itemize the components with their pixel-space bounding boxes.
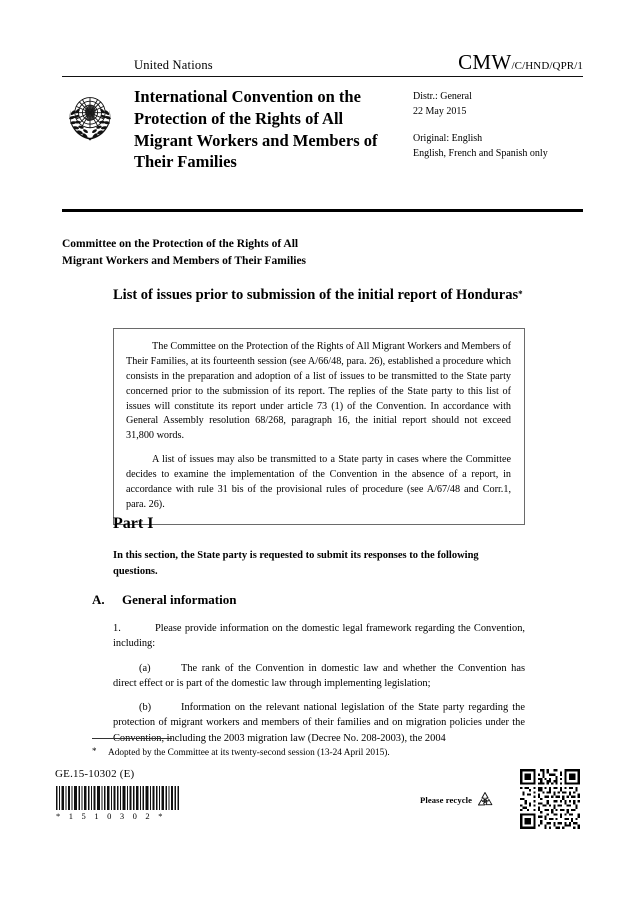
footnote-separator-rule (92, 738, 172, 739)
section-heading-general-information (92, 592, 552, 608)
masthead-body (62, 77, 583, 173)
masthead (62, 52, 583, 212)
document-symbol (458, 52, 583, 73)
convention-title: International Convention on the Protection of the Rights of All Migrant Workers and Members of Their Families (134, 87, 378, 172)
job-number: GE.15-10302 (E) (55, 768, 135, 780)
paragraph-1-text: Please provide information on the domestic legal framework regarding the Convention, including: (113, 623, 525, 650)
please-recycle-notice (420, 790, 495, 810)
committee-heading-line-1: Committee on the Protection of the Rights of All (62, 238, 299, 250)
part-intro-text: In this section, the State party is requested to submit its responses to the following questions. (113, 550, 479, 577)
language-availability-note: English, French and Spanish only (413, 147, 548, 159)
organization-name: United Nations (134, 58, 213, 73)
paragraph-1b-text: Information on the relevant national legislation of the State party regarding the protection of migrant workers and members of their families and on migration policies under the Convention, including the 2003 migration law (Decree No. 208-2003), the 2004 (113, 702, 525, 744)
footnote-1-text: Adopted by the Committee at its twenty-second session (13-24 April 2015). (108, 748, 390, 758)
distribution-spacer (413, 119, 583, 132)
page-title-footnote-marker: * (518, 289, 523, 299)
paragraph-1a (113, 661, 525, 692)
footnote-1 (92, 745, 522, 760)
paragraph-1b-number: (b) (139, 702, 152, 714)
distribution-label: Distr.: General (413, 91, 472, 102)
original-language: Original: English (413, 133, 483, 144)
paragraph-1-number: 1. (113, 623, 121, 634)
paragraph-1 (113, 621, 525, 652)
committee-heading (62, 236, 583, 269)
part-heading: Part I (113, 515, 154, 532)
section-heading-label: General information (122, 592, 237, 607)
masthead-top-row (62, 52, 583, 76)
committee-heading-line-2: Migrant Workers and Members of Their Families (62, 254, 307, 267)
footnote-area (92, 738, 522, 760)
footnote-1-marker: * (92, 746, 97, 756)
masthead-bottom (62, 173, 583, 212)
body-paragraphs (113, 621, 525, 755)
document-symbol-suffix: /C/HND/QPR/1 (511, 60, 583, 72)
paragraph-1a-number: (a) (139, 662, 151, 674)
barcode-number: * 1 5 1 0 3 0 2 * (56, 811, 166, 821)
masthead-bottom-rule (62, 209, 583, 212)
please-recycle-label: Please recycle (420, 795, 473, 805)
barcode-block (55, 786, 180, 821)
distribution-block (413, 86, 583, 173)
un-emblem-cell (62, 86, 134, 173)
page-title-text: List of issues prior to submission of the initial report of Honduras (113, 287, 519, 303)
recycling-symbol-icon (475, 790, 495, 810)
un-emblem-icon (62, 88, 118, 144)
procedure-note-box (113, 328, 525, 525)
note-paragraph-1: The Committee on the Protection of the Rights of All Migrant Workers and Members of Their Families, at its fourteenth session (see A/66/48, para. 26), established a procedure which consists in the preparation and adoption of a list of issues to be transmitted to the State party concerned prior to the submission of its report. The replies of the State party to this list of issues will constitute its report under article 73 (1) of the Convention. In accordance with General Assembly resolution 68/268, paragraph 16, the initial report should not exceed 31,800 words. (126, 341, 511, 442)
distribution-date: 22 May 2015 (413, 105, 467, 117)
qr-code (518, 767, 582, 831)
page-title (113, 285, 543, 305)
document-symbol-main: CMW (458, 50, 512, 74)
qr-code-icon (518, 767, 582, 831)
barcode-icon (55, 786, 180, 810)
paragraph-1a-text: The rank of the Convention in domestic law and whether the Convention has direct effect or is part of the domestic law through implementing legislation; (113, 662, 525, 689)
note-paragraph-2: A list of issues may also be transmitted to a State party in cases where the Committee decides to examine the implementation of the Convention in the absence of a report, in accordance with rule 31 bis of the provisional rules of procedure (see A/67/48 and Corr.1, para. 26). (126, 454, 511, 510)
section-letter: A. (92, 592, 105, 607)
